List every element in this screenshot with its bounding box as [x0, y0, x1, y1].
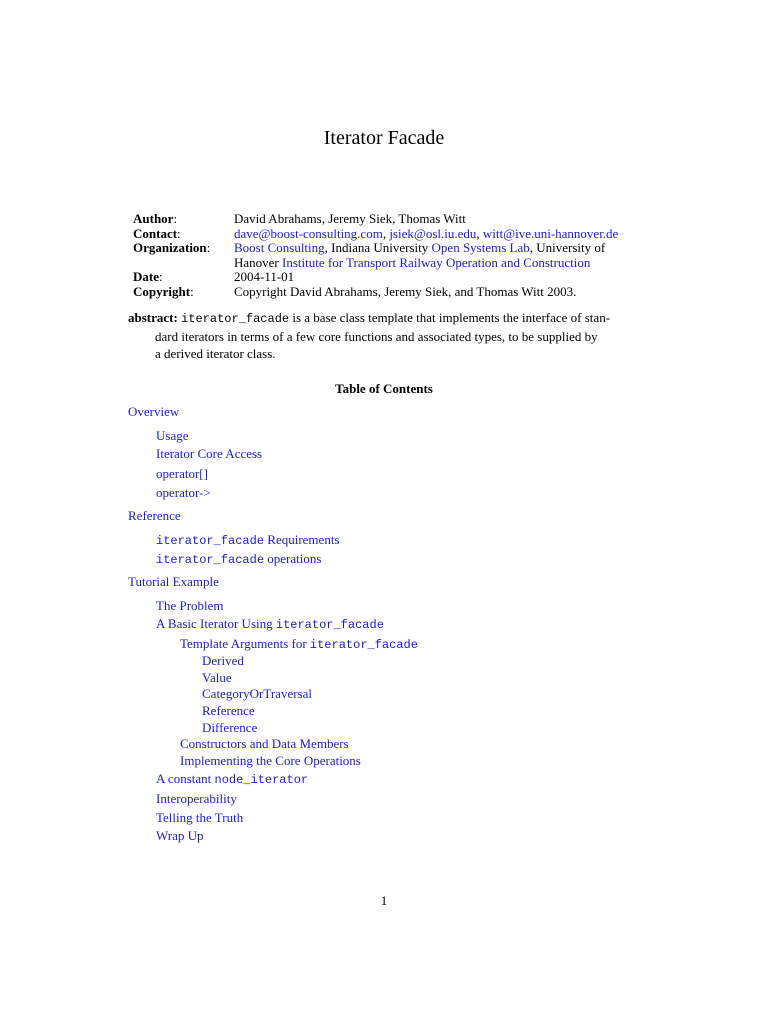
copyright-row: Copyright: Copyright David Abrahams, Jeremy Siek, and Thomas Witt 2003.: [133, 285, 653, 300]
abstract-code: iterator_facade: [181, 312, 290, 326]
toc-link-wrap-up[interactable]: Wrap Up: [156, 828, 204, 843]
organization-label: Organization: [133, 240, 207, 256]
toc-link-constructors[interactable]: Constructors and Data Members: [180, 736, 349, 751]
toc-link-reference-arg[interactable]: Reference: [202, 703, 255, 718]
abstract-line-1: is a base class template that implements the interface of stan-: [289, 310, 611, 325]
org-link-boost-consulting[interactable]: Boost Consulting: [234, 240, 325, 256]
toc-link-value[interactable]: Value: [202, 670, 232, 685]
toc-link-basic-iterator[interactable]: A Basic Iterator Using iterator_facade: [156, 616, 384, 632]
toc-link-interoperability[interactable]: Interoperability: [156, 791, 237, 806]
contact-link-witt[interactable]: witt@ive.uni-hannover.de: [482, 225, 619, 241]
author-row: Author: David Abrahams, Jeremy Siek, Thomas Witt: [133, 212, 653, 227]
author-label: Author: [133, 211, 174, 226]
contact-row: Contact: dave@boost-consulting.com, jsiek@osl.iu.edu, witt@ive.uni-hannover.de: [133, 225, 619, 241]
org-link-institute[interactable]: Institute for Transport Railway Operation and Construction: [282, 254, 591, 270]
document-title: Iterator Facade: [323, 127, 445, 149]
toc-heading: Table of Contents: [335, 381, 433, 396]
organization-row: Organization: Boost Consulting, Indiana University Open Systems Lab, University of Hanover Institute for Transport Railway Operation and Construction: [133, 240, 606, 270]
toc-link-template-arguments[interactable]: Template Arguments for iterator_facade: [180, 636, 418, 652]
contact-link-jsiek[interactable]: jsiek@osl.iu.edu: [389, 225, 477, 241]
toc-link-the-problem[interactable]: The Problem: [156, 598, 224, 613]
date-row: Date: 2004-11-01: [133, 270, 653, 285]
org-text-university: , University of: [529, 240, 606, 256]
toc-link-tutorial-example[interactable]: Tutorial Example: [128, 574, 219, 589]
org-text-hanover: Hanover: [234, 254, 283, 270]
abstract-line-2: dard iterators in terms of a few core functions and associated types, to be supplied by: [155, 329, 598, 344]
date-value: 2004-11-01: [234, 269, 295, 285]
toc-link-reference[interactable]: Reference: [128, 508, 181, 523]
toc-link-usage[interactable]: Usage: [156, 428, 189, 443]
toc-link-implementing-core[interactable]: Implementing the Core Operations: [180, 753, 361, 768]
copyright-label: Copyright: [133, 283, 191, 299]
abstract-block: [128, 309, 642, 362]
abstract-line-3: a derived iterator class.: [155, 346, 276, 361]
toc-link-operator-arrow[interactable]: operator->: [156, 485, 211, 500]
contact-link-dave[interactable]: dave@boost-consulting.com: [234, 225, 383, 241]
abstract-label: abstract:: [128, 310, 178, 325]
page-number: 1: [380, 893, 388, 908]
toc-link-iterator-core-access[interactable]: Iterator Core Access: [156, 446, 263, 461]
date-label: Date: [133, 269, 159, 285]
toc-link-difference[interactable]: Difference: [202, 720, 258, 735]
org-link-open-systems-lab[interactable]: Open Systems Lab: [431, 240, 530, 256]
toc-link-operator-brackets[interactable]: operator[]: [156, 466, 208, 481]
document-metadata: [133, 212, 653, 300]
toc-link-telling-the-truth[interactable]: Telling the Truth: [156, 810, 244, 825]
toc-link-constant-node-iterator[interactable]: A constant node_iterator: [156, 771, 309, 787]
toc-link-category-or-traversal[interactable]: CategoryOrTraversal: [202, 686, 312, 701]
toc-link-facade-requirements[interactable]: iterator_facade Requirements: [156, 532, 340, 548]
author-value: David Abrahams, Jeremy Siek, Thomas Witt: [234, 211, 466, 226]
toc-link-derived[interactable]: Derived: [202, 653, 244, 668]
toc-link-facade-operations[interactable]: iterator_facade operations: [156, 551, 322, 567]
copyright-value: Copyright David Abrahams, Jeremy Siek, and Thomas Witt 2003.: [234, 283, 577, 299]
contact-label: Contact: [133, 225, 178, 241]
toc-link-overview[interactable]: Overview: [128, 404, 180, 419]
org-text-indiana: , Indiana University: [324, 240, 432, 256]
